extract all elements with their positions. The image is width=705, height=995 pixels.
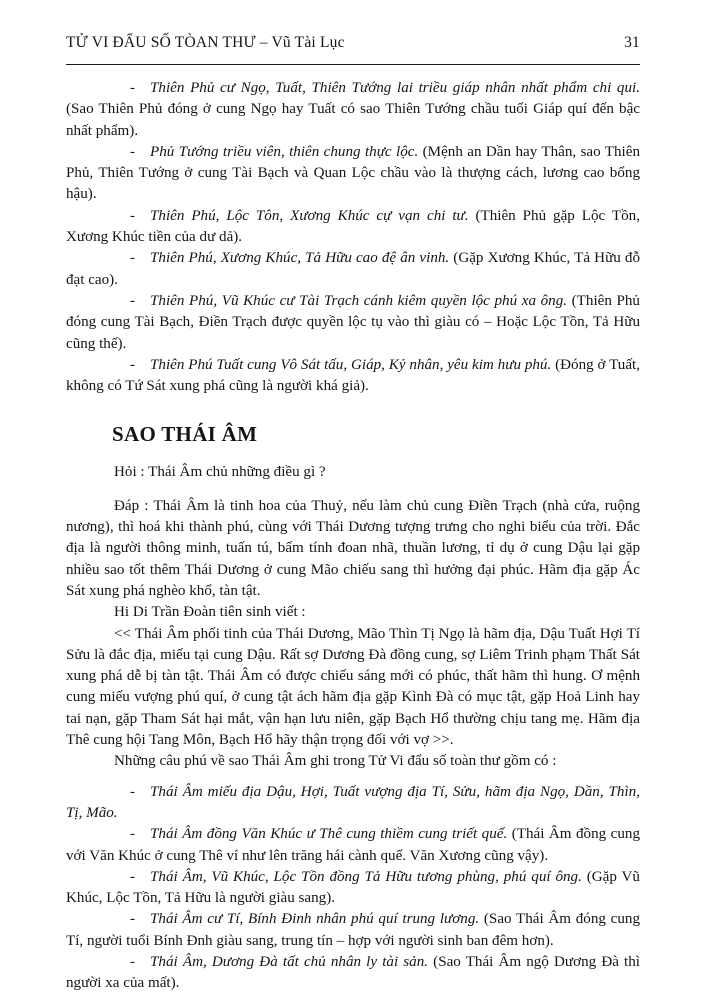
phu-bullet-1-gloss: (Sao Thiên Phủ đóng ở cung Ngọ hay Tuất có sao Thiên Tướng chầu tuổi Giáp quí đến bậc nhất phẩm). bbox=[66, 101, 640, 139]
phu-bullet-3-phrase: Thiên Phú, Lộc Tôn, Xương Khúc cự vạn chi tư. bbox=[150, 207, 469, 224]
bullet-dash: - bbox=[130, 953, 136, 970]
bullet-dash: - bbox=[130, 356, 136, 373]
phu-bullet-6-phrase: Thiên Phú Tuất cung Vô Sát tấu, Giáp, Kỷ nhân, yêu kim hưu phú. bbox=[150, 356, 552, 373]
am-bullet-5-phrase: Thái Âm, Dương Đà tất chủ nhân ly tài sản. bbox=[150, 953, 429, 970]
list-intro-line: Những câu phú về sao Thái Âm ghi trong Tử Vi đẩu số toàn thư gồm có : bbox=[114, 753, 557, 770]
phu-bullet-3-gloss: (Thiên Phủ gặp Lộc Tồn, Xương Khúc tiền của dư dả). bbox=[66, 207, 640, 246]
am-bullet-4 bbox=[66, 909, 640, 952]
running-header bbox=[66, 34, 640, 52]
phu-bullet-4-phrase: Thiên Phú, Xương Khúc, Tả Hữu cao đệ ân vinh. bbox=[150, 250, 450, 267]
am-bullet-3-phrase: Thái Âm, Vũ Khúc, Lộc Tồn đồng Tả Hữu tương phùng, phú quí ông. bbox=[150, 868, 582, 885]
phu-bullet-1-phrase: Thiên Phủ cư Ngọ, Tuất, Thiên Tướng lai triều giáp nhân nhất phẩm chi qui. bbox=[150, 80, 640, 96]
am-bullet-2 bbox=[66, 824, 640, 867]
phu-bullet-1 bbox=[66, 78, 640, 142]
am-bullet-1 bbox=[66, 782, 640, 825]
phu-bullet-2-phrase: Phủ Tướng triều viên, thiên chung thực lộc. bbox=[150, 143, 419, 160]
bullet-dash: - bbox=[130, 207, 136, 224]
am-bullet-5-gloss: (Sao Thái Âm ngộ Dương Đà thì người xa của mất). bbox=[66, 953, 640, 992]
phu-bullet-5-gloss: (Thiên Phủ đóng cung Tài Bạch, Điền Trạch được quyền lộc tụ vào thì giàu có – Hoặc Lộc Tồn, Tả Hữu cũng thế). bbox=[66, 292, 640, 352]
am-bullet-4-phrase: Thái Âm cư Tí, Bính Đinh nhân phú quí trung lương. bbox=[150, 911, 480, 928]
book-title: TỬ VI ĐẨU SỐ TÒAN THƯ – Vũ Tài Lục bbox=[66, 34, 345, 51]
phu-bullet-2 bbox=[66, 142, 640, 206]
answer-paragraph: Đáp : Thái Âm là tinh hoa của Thuỷ, nếu làm chủ cung Điền Trạch (nhà cửa, ruộng nương), thì hoá khi thành phú, cùng với Thái Dương tượng trưng cho nghi biểu của trời. Đắc địa là người thông minh, tuấn tú, bẩm tính đoan nhã, thuần lương, tỉ dụ ở cung Dậu lại gặp nhiều sao tốt thêm Thái Dương ở cung Mão chiếu sang thì hưởng đại phúc. Hãm địa gặp Ác Sát xung phá nghèo khổ, tàn tật. bbox=[66, 497, 640, 599]
bullet-dash: - bbox=[130, 292, 136, 309]
section-heading-thai-am: SAO THÁI ÂM bbox=[112, 422, 258, 447]
header-rule bbox=[66, 64, 640, 65]
phu-bullet-5 bbox=[66, 291, 640, 355]
quote-paragraph: << Thái Âm phối tinh của Thái Dương, Mão Thìn Tị Ngọ là hãm địa, Dậu Tuất Hợi Tí Sửu là đắc địa, miếu tại cung Dậu. Rất sợ Dương Đà đồng cung, sợ Liêm Trinh phạm Thất Sát xung phá dễ bị tàn tật. Thái Âm có được chiếu sáng mới có phúc, thất hãm thì hung. Ơ mệnh cung miếu vượng phú quí, ở cung tật ách hãm địa gặp Kình Đà có mục tật, gặp Hoả Linh hay tai nạn, gặp Tham Sát hại mắt, vận hạn lưu niên, gặp Bạch Hổ thường chịu tang mẹ. Hãm địa Thê cung hội Tang Môn, Bạch Hổ hãy thận trọng đối với vợ >>. bbox=[66, 625, 640, 749]
bullet-dash: - bbox=[130, 911, 136, 928]
bullet-dash: - bbox=[130, 783, 136, 800]
am-bullet-5 bbox=[66, 952, 640, 995]
question-line: Hỏi : Thái Âm chủ những điều gì ? bbox=[114, 464, 326, 481]
bullet-dash: - bbox=[130, 143, 136, 160]
am-bullet-3 bbox=[66, 867, 640, 910]
page-number: 31 bbox=[624, 34, 640, 51]
phu-bullet-5-phrase: Thiên Phú, Vũ Khúc cư Tài Trạch cánh kiêm quyền lộc phú xa ông. bbox=[150, 292, 568, 309]
phu-bullet-4-gloss: (Gặp Xương Khúc, Tả Hữu đỗ đạt cao). bbox=[66, 250, 640, 288]
phu-bullet-2-gloss: (Mệnh an Dần hay Thân, sao Thiên Phủ, Thiên Tướng ở cung Tài Bạch và Quan Lộc chầu vào là thượng cách, lương cao bổng hậu). bbox=[66, 143, 640, 203]
phu-bullet-6 bbox=[66, 355, 640, 398]
am-bullet-4-gloss: (Sao Thái Âm đóng cung Tí, người tuổi Bính Đnh giàu sang, trung tín – hợp với người sinh ban đêm hơn). bbox=[66, 911, 641, 949]
am-bullet-2-gloss: (Thái Âm đồng cung với Văn Khúc ở cung Thê ví như lên trăng hái cành quế. Văn Xương cũng vậy). bbox=[66, 826, 640, 864]
bullet-dash: - bbox=[130, 80, 136, 96]
bullet-dash: - bbox=[130, 250, 136, 267]
am-bullet-1-phrase: Thái Âm miếu địa Dậu, Hợi, Tuất vượng địa Tí, Sửu, hãm địa Ngọ, Dần, Thìn, Tị, Mão. bbox=[66, 783, 640, 821]
page-body bbox=[66, 78, 640, 995]
am-bullet-3-gloss: (Gặp Vũ Khúc, Lộc Tồn, Tả Hữu là người giàu sang). bbox=[66, 868, 640, 907]
bullet-dash: - bbox=[130, 826, 136, 843]
am-bullet-2-phrase: Thái Âm đồng Văn Khúc ư Thê cung thiềm cung triết quế. bbox=[150, 826, 508, 843]
phu-bullet-4 bbox=[66, 248, 640, 291]
quote-intro-line: Hi Di Trần Đoàn tiên sinh viết : bbox=[114, 604, 306, 621]
phu-bullet-6-gloss: (Đóng ở Tuất, không có Tứ Sát xung phá cũng là người khá giả). bbox=[66, 356, 640, 395]
bullet-dash: - bbox=[130, 868, 136, 885]
phu-bullet-3 bbox=[66, 206, 640, 249]
